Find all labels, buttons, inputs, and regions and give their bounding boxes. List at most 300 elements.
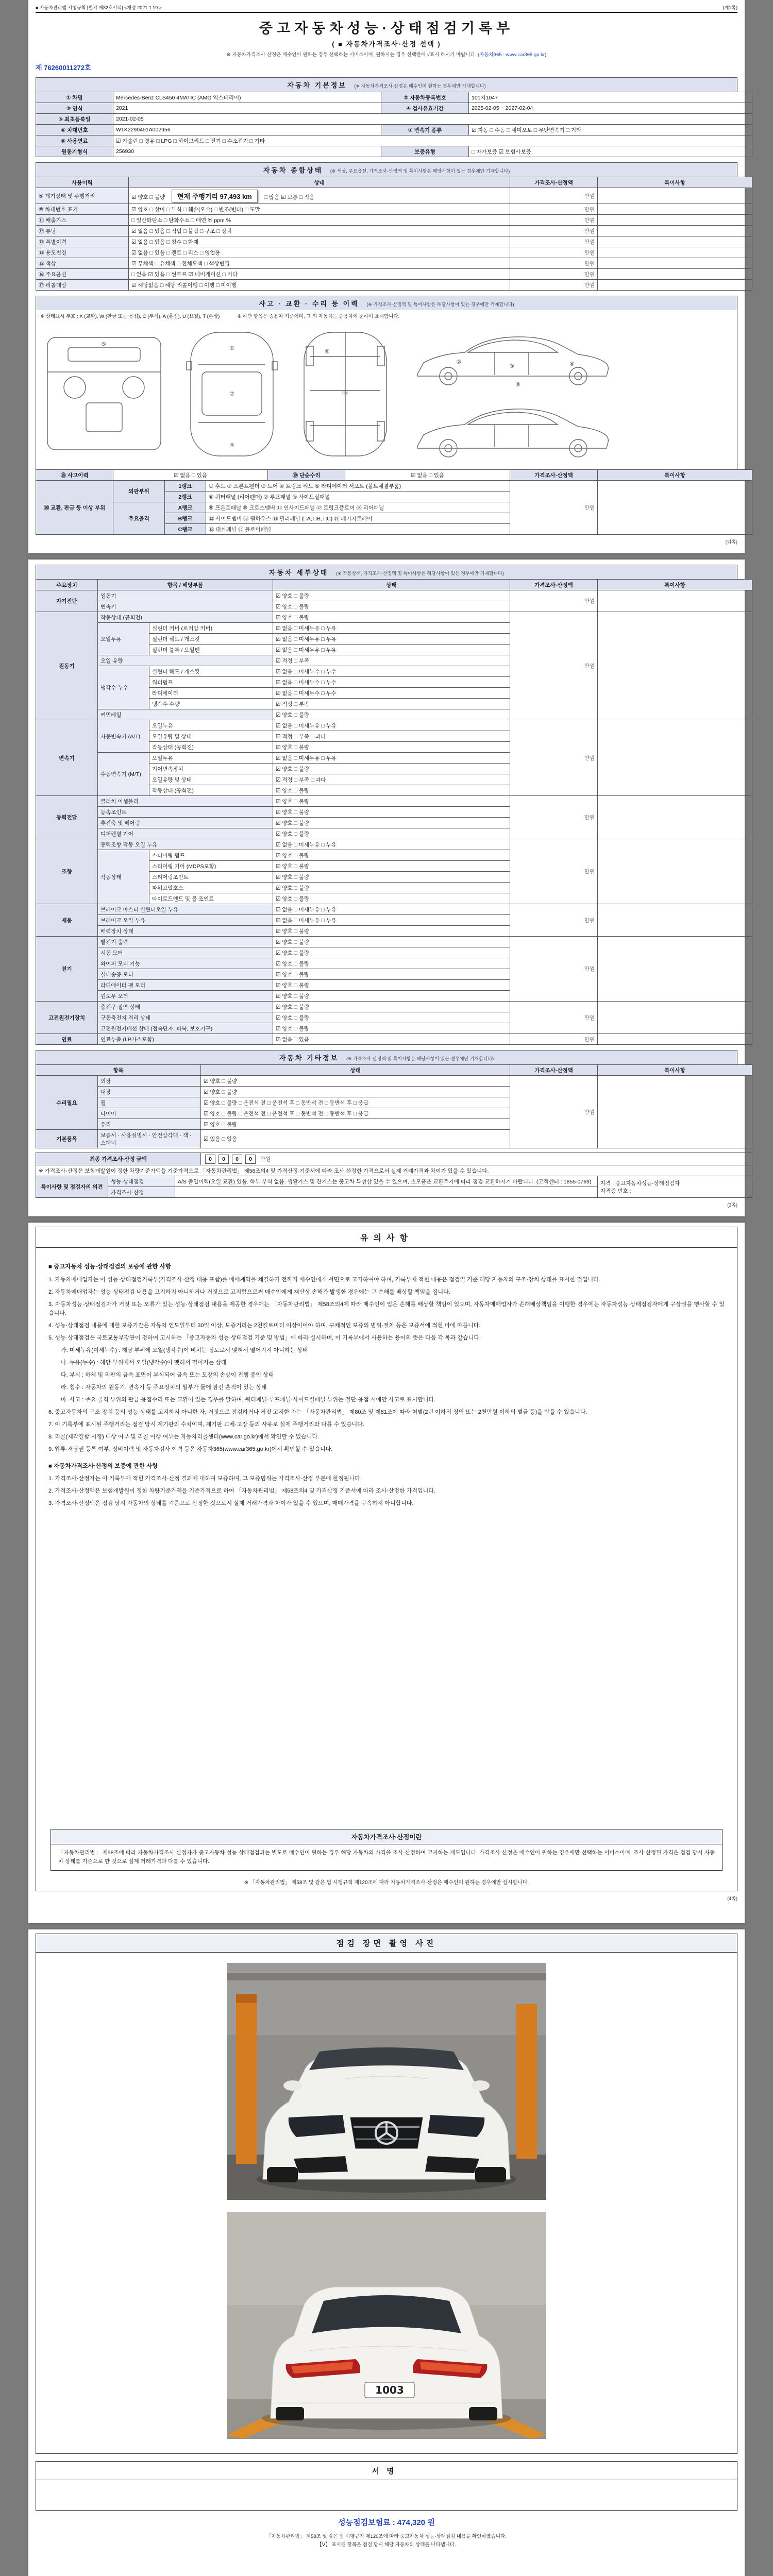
- notice-line: 3. 가격조사·산정액은 점검 당시 자동차의 상태를 기준으로 산정한 것으로서 실제 거래가격과 차이가 있을 수 있으며, 매매가격을 구속하지 아니합니다.: [48, 1500, 414, 1507]
- table-row: [36, 720, 752, 731]
- warranty-type: □ 자가보증 ☑ 보험사보증: [469, 146, 752, 157]
- table-row: [36, 280, 752, 291]
- document-note-link: (자동차365 : www.car365.go.kr): [478, 52, 547, 58]
- cell: [598, 720, 752, 796]
- cell: 내장: [98, 1087, 201, 1097]
- cell: 가격조사·산정: [108, 1187, 175, 1198]
- section-detail-note: (※ 작동상태, 가격조사·산정액 및 특이사항은 해당사항이 있는 경우에만 기재합니다): [336, 571, 505, 576]
- cell: 만원: [510, 226, 598, 236]
- cell: ☑ 없음 □ 미세누수 □ 누수: [273, 677, 510, 688]
- section-basic-note: (※ 자동차가격조사·산정은 매수인이 원하는 경우에만 기재합니다): [354, 83, 486, 89]
- cell: ☑ 양호 □ 불량 □ 운전석 전 □ 운전석 후 □ 동반석 전 □ 동반석 후 □ 응급: [201, 1108, 510, 1119]
- notice-line: 5. 성능·상태점검은 국토교통부장관이 정하여 고시하는 「중고자동차 성능·상태점검 기준 및 방법」에 따라 실시하며, 이 기록부에서 사용하는 용어의 뜻은 다음 각 목과 같습니다.: [48, 1335, 481, 1342]
- cell: 특이사항: [598, 470, 752, 481]
- cell: ☑ 양호 □ 불량: [273, 1012, 510, 1023]
- cell: [598, 188, 752, 204]
- cell: ☑ 없음 □ 미세누유 □ 누유: [273, 839, 510, 850]
- cell: 타이로드엔드 및 볼 조인트: [149, 893, 273, 904]
- table-row: [36, 904, 752, 915]
- table-row: [36, 612, 752, 623]
- cell: 실내송풍 모터: [98, 969, 273, 980]
- svg-text:②: ②: [456, 359, 461, 365]
- notice-line: 8. 리콜(제작결함 시정) 대상 여부 및 리콜 이행 여부는 자동차리콜센터(www.car.go.kr)에서 확인할 수 있습니다.: [48, 1434, 320, 1440]
- page-3: [28, 1223, 745, 1923]
- cell: [175, 1187, 598, 1198]
- cell: ☑ 양호 □ 불량: [273, 926, 510, 937]
- section-accident-note: (※ 가격조사·산정액 및 특이사항은 해당사항이 있는 경우에만 기재합니다): [366, 302, 514, 307]
- cell: 만원: [510, 904, 598, 937]
- cell: C랭크: [165, 524, 206, 535]
- cell: ☑ 양호 □ 불량: [273, 893, 510, 904]
- cell: ⑥ 차대번호: [36, 125, 113, 135]
- cell: 만원: [510, 1002, 598, 1034]
- cell: ☑ 없음 □ 있음 □ 적법 □ 불법 □ 구조 □ 장치: [129, 226, 510, 236]
- cell: 항목 / 해당부품: [98, 580, 273, 590]
- cell: ⑧ 사용연료: [36, 135, 113, 146]
- cell: 특이사항 및 점검자의 의견: [36, 1176, 108, 1198]
- signature-area: [36, 2480, 737, 2510]
- cell: 만원: [510, 236, 598, 247]
- cell: [598, 1002, 752, 1034]
- cell: [598, 215, 752, 226]
- cell: ⑦ 변속기 종류: [381, 125, 469, 135]
- section-title-overall: [36, 162, 737, 177]
- cell: 외판부위: [113, 481, 165, 502]
- cell: 제동: [36, 904, 98, 937]
- cell: ☑ 없음 □ 있음: [113, 470, 268, 481]
- cell: 라디에이터: [149, 688, 273, 699]
- cell: [598, 247, 752, 258]
- table-row: [36, 135, 752, 146]
- cell: 보증유형: [381, 146, 469, 157]
- cell: ☑ 양호 □ 불량: [273, 612, 510, 623]
- page4-footnotes: [36, 2533, 737, 2549]
- notice-line: 마. 사고 : 주요 골격 부위의 판금·용접수리 또는 교환이 있는 경우를 말하며, 쿼터패널·루프패널·사이드실패널 부위는 절단·용접 시에만 사고로 표시합니다.: [61, 1397, 436, 1403]
- cell: 주요골격: [113, 502, 165, 535]
- cell: 원동기: [98, 590, 273, 601]
- page1-marker: (뒤쪽): [725, 539, 737, 545]
- cell: 와이퍼 모터 기능: [98, 958, 273, 969]
- cell: 상태: [129, 177, 510, 188]
- cell: ☑ 양호 □ 불량: [273, 709, 510, 720]
- cell: 오일유량 및 상태: [149, 774, 273, 785]
- table-row: [36, 1065, 752, 1076]
- table-row: [36, 1034, 752, 1045]
- notice-line: 1. 가격조사·산정자는 이 기록부에 적힌 가격조사·산정 결과에 대하여 보증하며, 그 보증범위는 가격조사·산정 부분에 한정됩니다.: [48, 1476, 362, 1482]
- table-row: [36, 590, 752, 601]
- cell: [598, 796, 752, 839]
- car-diagram-svg: [36, 325, 738, 464]
- cell: 커먼레일: [98, 709, 273, 720]
- overall-condition-table: [36, 177, 752, 291]
- cell: 고전원전기장치: [36, 1002, 98, 1034]
- cell: ⑤ 최초등록일: [36, 114, 113, 125]
- lift-post-right: [516, 2004, 537, 2159]
- engine-type: 256930: [113, 146, 381, 157]
- notice-line: 9. 압류·저당권 등록 여부, 정비이력 및 자동차검사 이력 등은 자동차365(www.car365.go.kr)에서 확인할 수 있습니다.: [48, 1446, 333, 1453]
- price-definition-box: [51, 1829, 722, 1871]
- table-row: [36, 1076, 752, 1087]
- table-row: [36, 1153, 752, 1165]
- table-row: [36, 470, 752, 481]
- cell: 자기진단: [36, 590, 98, 612]
- page-1: [28, 0, 745, 553]
- cell: □ 없음 ☑ 있음 □ 썬루프 ☑ 네비게이션 □ 기타: [129, 269, 510, 280]
- section-overall-note: (※ 색상, 주요옵션, 가격조사·산정액 및 특이사항은 해당사항이 있는 경우에만 기재합니다): [330, 168, 510, 174]
- notices-box: [36, 1227, 737, 1891]
- cell: 2랭크: [165, 492, 206, 502]
- table-row: [36, 1165, 752, 1176]
- cell: 만원: [510, 481, 598, 535]
- cell: 실린더 헤드 / 개스킷: [149, 666, 273, 677]
- form-reference-bar: [36, 4, 737, 13]
- cell: ⑰ 리콜대상: [36, 280, 129, 291]
- cell: [598, 839, 752, 904]
- svg-text:④: ④: [229, 442, 234, 449]
- cell: 만원: [510, 247, 598, 258]
- notices-title: 유의사항: [36, 1227, 737, 1248]
- page-2: [28, 560, 745, 1216]
- cell: 만원: [510, 204, 598, 215]
- cell: 오일누유: [98, 623, 149, 655]
- cell: 기어변속장치: [149, 764, 273, 774]
- notice-line: 2. 자동차매매업자는 성능·상태점검 내용을 고지하지 아니하거나 거짓으로 고지함으로써 매수인에게 재산상 손해가 발생한 경우에는 그 손해를 배상할 책임을 집니다.: [48, 1289, 450, 1295]
- cell: 최종 가격조사·산정 금액: [36, 1153, 201, 1165]
- fuel-type: ☑ 가솔린 □ 경유 □ LPG □ 하이브리드 □ 전기 □ 수소전기 □ 기타: [113, 135, 752, 146]
- section-overall-label: 자동차 종합상태: [263, 166, 323, 174]
- cell: ⑨ 프론트패널 ⑩ 크로스멤버 ⑪ 인사이드패널 ⑰ 트렁크플로어 ⑱ 리어패널: [206, 502, 510, 513]
- document-number: 제 76260011272호: [36, 64, 91, 72]
- cell: ① 차명: [36, 92, 113, 103]
- section-basic-label: 자동차 기본정보: [287, 81, 347, 89]
- cell: ☑ 양호 □ 불량: [273, 947, 510, 958]
- cell-part: 자격증 번호 :: [600, 1188, 631, 1194]
- transmission-type: ☑ 자동 □ 수동 □ 세미오토 □ 무단변속기 □ 기타: [469, 125, 752, 135]
- cell-part: 0: [245, 1155, 256, 1164]
- cell: [598, 590, 752, 612]
- cell-part: 0: [219, 1155, 229, 1164]
- page-top-marker: (제1쪽): [722, 5, 737, 10]
- cell: 구동축전지 격리 상태: [98, 1012, 273, 1023]
- notice-line: ■ 자동차가격조사·산정의 보증에 관한 사항: [48, 1463, 158, 1469]
- photo-section-title: 점검 장면 촬영 사진: [36, 1934, 737, 1953]
- cell: 실린더 헤드 / 개스킷: [149, 634, 273, 645]
- cell: ☑ 양호 □ 불량: [273, 937, 510, 947]
- cell: 특이사항: [598, 177, 752, 188]
- cell: 가격조사·산정액: [510, 1065, 598, 1076]
- final-price-table: [36, 1153, 752, 1176]
- cell: ⑫ 튜닝: [36, 226, 129, 236]
- cell: 실린더 블록 / 오일팬: [149, 645, 273, 655]
- signature-section: [36, 2461, 737, 2511]
- inspector-opinion: A/S 출입이력(오일 교환) 있음. 하부 부식 없음. 생활기스 및 잔기스는 중고차 특성상 있을 수 있으며, 소모품은 교환주기에 따라 점검·교환하시기 바랍니다. (고객센터 : 1855-0769): [175, 1176, 598, 1187]
- section-title-basic: [36, 77, 737, 92]
- car-diagram-panel-numbers: [101, 341, 575, 449]
- section-detail-label: 자동차 세부상태: [268, 569, 329, 577]
- notice-line: 다. 부식 : 하체 및 외판의 금속 표면이 부식되어 금속 또는 도장의 손상이 진행 중인 상태: [61, 1372, 274, 1379]
- cell: 조향: [36, 839, 98, 904]
- cell: [598, 258, 752, 269]
- cell: ☑ 없음 □ 미세누유 □ 누유: [273, 634, 510, 645]
- legend-note: ※ 하단 항목은 승용차 기준이며, 그 외 자동차는 승용차에 준하여 표시합니다.: [237, 314, 400, 319]
- table-row: [36, 215, 752, 226]
- cell: 클러치 어셈블리: [98, 796, 273, 807]
- cell: ☑ 없음 □ 있음: [273, 1034, 510, 1045]
- opinion-table: [36, 1176, 752, 1198]
- cell: 연료누출 (LP가스포함): [98, 1034, 273, 1045]
- cell: 특이사항: [598, 1065, 752, 1076]
- legend-codes: ※ 상태표시 부호 : X (교환), W (판금 또는 용접), C (부식), A (흠집), U (요철), T (손상): [40, 314, 220, 319]
- cell: 실린더 커버 (로커암 커버): [149, 623, 273, 634]
- cell: ⑮ 대쉬패널 ⑯ 플로어패널: [206, 524, 510, 535]
- cell: 발전기 출력: [98, 937, 273, 947]
- car-diagram-side-left: [417, 337, 608, 385]
- basic-info-table: [36, 92, 752, 157]
- svg-text:①: ①: [229, 345, 234, 352]
- table-row: [36, 114, 752, 125]
- table-row: [36, 125, 752, 135]
- table-row: [36, 103, 752, 114]
- cell: 오일유량 및 상태: [149, 731, 273, 742]
- cell-part: 만원: [260, 1156, 271, 1162]
- notice-line: ■ 중고자동차 성능·상태점검의 보증에 관한 사항: [48, 1264, 171, 1270]
- table-row: [36, 226, 752, 236]
- cell: 추진축 및 베어링: [98, 818, 273, 828]
- cell: ☑ 해당없음 □ 해당 리콜이행 □ 이행 □ 미이행: [129, 280, 510, 291]
- svg-text:③: ③: [509, 363, 514, 369]
- cell: 만원: [510, 188, 598, 204]
- cell: 디퍼렌셜 기어: [98, 828, 273, 839]
- cell: 냉각수 누수: [98, 666, 149, 709]
- cell: 오일 유량: [98, 655, 273, 666]
- cell: 충전구 절연 상태: [98, 1002, 273, 1012]
- document-note: [36, 50, 737, 58]
- cell: ⑲ 단순수리: [268, 470, 345, 481]
- cell: ☑ 양호 □ 불량: [273, 958, 510, 969]
- cell: 보증서 · 사용설명서 · 안전삼각대 · 잭 · 스패너: [98, 1130, 201, 1148]
- cell: B랭크: [165, 513, 206, 524]
- lift-post-left: [236, 1994, 257, 2164]
- cell: ☑ 양호 □ 불량: [273, 850, 510, 861]
- cell: ☑ 없음 □ 미세누수 □ 누수: [273, 688, 510, 699]
- cell: [598, 481, 752, 535]
- signature-title: 서명: [36, 2462, 737, 2480]
- cell: ※ 가격조사·산정은 보험개발원이 정한 차량기준가액을 기준가격으로 「자동차관리법」 제58조의4 및 가격산정 기준서에 따라 조사·산정한 가격으로서 실제 거래가격과 차이가 있을 수 있습니다.: [36, 1165, 752, 1176]
- cell: [598, 236, 752, 247]
- cell: 타이어: [98, 1108, 201, 1119]
- etc-info-table: [36, 1064, 752, 1148]
- inspection-period: 2025-02-05 ~ 2027-02-04: [469, 103, 752, 114]
- cell: 전기: [36, 937, 98, 1002]
- cell: ③ 연식: [36, 103, 113, 114]
- cell: 스티어링 펌프: [149, 850, 273, 861]
- cell: ⑮ 색상: [36, 258, 129, 269]
- car-diagram-side-right: [417, 409, 608, 457]
- table-row: [36, 177, 752, 188]
- plate-number: 101저1047: [469, 92, 752, 103]
- cell: ☑ 적정 □ 부족: [273, 699, 510, 709]
- cell: ☑ 양호 □ 상이 □ 부식 □ 훼손(오손) □ 변조(변타) □ 도말: [129, 204, 510, 215]
- table-row: [36, 1176, 752, 1187]
- section-title-accident: [36, 296, 737, 310]
- cell: 시동 모터: [98, 947, 273, 958]
- accident-status-table: [36, 469, 752, 481]
- cell: ☑ 양호 □ 불량: [273, 1002, 510, 1012]
- cell: ☑ 양호 □ 불량: [273, 828, 510, 839]
- cell: ④ 검사유효기간: [381, 103, 469, 114]
- cell: 스티어링 기어 (MDPS포함): [149, 861, 273, 872]
- svg-text:⑧: ⑧: [515, 381, 520, 388]
- section-accident-label: 사고 · 교환 · 수리 등 이력: [259, 300, 359, 308]
- cell: ⑩ 차대번호 표기: [36, 204, 129, 215]
- table-row: [36, 580, 752, 590]
- table-row: [36, 481, 752, 492]
- cell-part: □ 많음 ☑ 보통 □ 적음: [262, 194, 315, 200]
- cell: 워터펌프: [149, 677, 273, 688]
- section-title-detail: [36, 565, 737, 579]
- cell: ☑ 양호 □ 불량: [273, 883, 510, 893]
- cell: ⑳ 교환, 판금 등 이상 부위: [36, 481, 113, 535]
- cell: 등속조인트: [98, 807, 273, 818]
- cell: 만원: [510, 269, 598, 280]
- cell: 변속기: [98, 601, 273, 612]
- table-row: [36, 247, 752, 258]
- cell: 상태: [201, 1065, 510, 1076]
- cell: [598, 226, 752, 236]
- cell: [598, 1076, 752, 1148]
- table-row: [36, 236, 752, 247]
- cell: ① 후드 ② 프론트펜더 ③ 도어 ④ 트렁크 리드 ⑤ 라디에이터 서포트 (볼트체결부품): [206, 481, 510, 492]
- svg-text:⑦: ⑦: [229, 391, 234, 397]
- cell: 주요장치: [36, 580, 98, 590]
- cell: ☑ 없음 □ 미세누수 □ 누수: [273, 666, 510, 677]
- cell: 만원: [510, 720, 598, 796]
- cell: A랭크: [165, 502, 206, 513]
- photo-list: [36, 1953, 737, 2453]
- notice-line: 3. 자동차성능·상태점검자가 거짓 또는 오류가 있는 성능·상태점검 내용을 제공한 경우에는 「자동차관리법」 제58조의4에 따라 매수인이 입은 손해를 배상할 책임이 있으며, 자동차매매업자가 손해배상책임을 이행한 경우에는 자동차성능·상태점검자에게 구상권을 행사할 수 있습니다.: [48, 1301, 725, 1316]
- notices-footnote: ※ 「자동차관리법」 제58조 및 같은 법 시행규칙 제120조에 따라 자동차가격조사·산정은 매수인이 원하는 경우에만 실시합니다.: [244, 1880, 529, 1886]
- cell: 동력조향 작동 오일 누유: [98, 839, 273, 850]
- cell: 만원: [510, 215, 598, 226]
- svg-text:⑤: ⑤: [101, 341, 106, 348]
- notice-line: 라. 침수 : 자동차의 원동기, 변속기 등 주요장치의 일부가 물에 잠긴 흔적이 있는 상태: [61, 1384, 267, 1391]
- cell: 원동기: [36, 612, 98, 720]
- cell: 자동변속기 (A/T): [98, 720, 149, 753]
- cell: ☑ 적정 □ 부족: [273, 655, 510, 666]
- price-definition-title: 자동차가격조사·산정이란: [51, 1829, 722, 1844]
- cell: 만원: [510, 1076, 598, 1148]
- cell: [598, 1034, 752, 1045]
- cell: ☑ 적정 □ 부족 □ 과다: [273, 774, 510, 785]
- cell: ⑭ 용도변경: [36, 247, 129, 258]
- cell: 파워고압호스: [149, 883, 273, 893]
- cell: 변속기: [36, 720, 98, 796]
- photo-front: [227, 1963, 546, 2200]
- cell: 기본품목: [36, 1130, 98, 1148]
- cell: 가격조사·산정액: [510, 580, 598, 590]
- cell: [598, 269, 752, 280]
- cell: 작동상태: [98, 850, 149, 904]
- table-row: [36, 1002, 752, 1012]
- cell: [598, 280, 752, 291]
- cell: [598, 204, 752, 215]
- final-price-value: [201, 1153, 752, 1165]
- cell: 항목: [36, 1065, 201, 1076]
- document-subtitle: ( ■ 자동차가격조사·산정 선택 ): [332, 40, 441, 48]
- cell: ☑ 양호 □ 불량: [273, 991, 510, 1002]
- odometer-value: 현재 주행거리 97,493 km: [172, 190, 258, 202]
- table-row: [36, 839, 752, 850]
- first-registration-date: 2021-02-05: [113, 114, 752, 125]
- price-definition-body: 「자동차관리법」 제58조에 따라 자동차가격조사·산정자가 중고자동차 성능·상태점검과는 별도로 매수인이 원하는 경우 해당 자동차의 가격을 조사·산정하여 고지하는 제도입니다. 가격조사·산정은 매수인이 원하는 경우에만 선택하는 서비스이며, 조사·산정된 가격은 점검 당시 자동차 상태를 기준으로 한 것으로 실제 거래가격과 다를 수 있습니다.: [58, 1850, 715, 1865]
- cell: ② 자동차등록번호: [381, 92, 469, 103]
- cell: 배력장치 상태: [98, 926, 273, 937]
- notice-line: 4. 성능·상태점검 내용에 대한 보증기간은 자동차 인도일부터 30일 이상, 보증거리는 2천킬로미터 이상이어야 하며, 구체적인 보증의 범위·절차 등은 보증서에 적힌 바에 따릅니다.: [48, 1323, 481, 1329]
- cell-part: 0: [205, 1155, 215, 1164]
- cell: [598, 1176, 752, 1198]
- cell: ☑ 양호 □ 불량: [273, 872, 510, 883]
- cell: ☑ 무채색 □ 유채색 □ 전체도색 □ 색상변경: [129, 258, 510, 269]
- bodywork-table: [36, 480, 752, 535]
- cell: 브레이크 오일 누유: [98, 915, 273, 926]
- accident-legend: [36, 310, 737, 321]
- cell: 만원: [510, 280, 598, 291]
- cell: 라디에이터 팬 모터: [98, 980, 273, 991]
- cell: ☑ 없음 □ 미세누유 □ 누유: [273, 753, 510, 764]
- cell-part: 자격 : 중고자동차성능·상태점검자: [600, 1180, 680, 1187]
- document-note-text: ※ 자동차가격조사·산정은 매수인이 원하는 경우 선택하는 서비스이며, 원하시는 경우 선택란에 √표시 하시기 바랍니다.: [226, 52, 477, 58]
- notices-body: [36, 1248, 737, 1823]
- section-etc-note: (※ 가격조사·산정액 및 특이사항은 해당사항이 있는 경우에만 기재합니다): [346, 1056, 494, 1061]
- page3-marker: (4쪽): [727, 1896, 737, 1901]
- cell: [598, 612, 752, 720]
- cell: ⑥ 쿼터패널 (리어펜더) ⑦ 루프패널 ⑧ 사이드실패널: [206, 492, 510, 502]
- cell: 만원: [510, 796, 598, 839]
- page-4: [28, 1929, 745, 2576]
- cell: ☑ 양호 □ 불량: [273, 742, 510, 753]
- cell: ☑ 양호 □ 불량: [201, 1076, 510, 1087]
- form-reference: ■ 자동차관리법 시행규칙 [별지 제82호서식] <개정 2021.1.19.>: [36, 5, 162, 10]
- cell: ☑ 양호 □ 불량: [273, 796, 510, 807]
- cell: 1랭크: [165, 481, 206, 492]
- cell: ☑ 있음 □ 없음: [201, 1130, 510, 1148]
- footnote-line-2: 【Ⅴ】 표시된 항목은 점검 당시 해당 자동차의 상태를 나타냅니다.: [317, 2542, 456, 2548]
- cell: ⑪ 배출가스: [36, 215, 129, 226]
- cell: 성능·상태점검: [108, 1176, 175, 1187]
- table-row: [36, 92, 752, 103]
- cell: 작동상태 (공회전): [149, 742, 273, 753]
- document-title: 중고자동차성능·상태점검기록부: [259, 21, 514, 36]
- cell-part: 0: [232, 1155, 242, 1164]
- cell: 만원: [510, 612, 598, 720]
- notice-line: 7. 이 기록부에 표시된 주행거리는 점검 당시 계기판의 수치이며, 계기판 교체·고장 등의 사유로 실제 주행거리와 다를 수 있습니다.: [48, 1421, 364, 1428]
- notice-line: 나. 누유(누수) : 해당 부위에서 오일(냉각수)이 맺혀서 떨어지는 상태: [61, 1360, 227, 1366]
- cell: 원동기형식: [36, 146, 113, 157]
- cell: ☑ 없음 □ 미세누유 □ 누유: [273, 720, 510, 731]
- cell: ☑ 양호 □ 불량: [273, 980, 510, 991]
- cell: ⑱ 사고이력: [36, 470, 113, 481]
- cell: ⑬ 특별이력: [36, 236, 129, 247]
- cell: 가격조사·산정액: [510, 470, 598, 481]
- cell: ☑ 적정 □ 부족 □ 과다: [273, 731, 510, 742]
- cell: 브레이크 마스터 실린더오일 누유: [98, 904, 273, 915]
- cell: ☑ 양호 □ 불량: [273, 785, 510, 796]
- cell: ☑ 양호 □ 불량: [273, 764, 510, 774]
- cell: ☑ 양호 □ 불량: [273, 807, 510, 818]
- table-row: [36, 937, 752, 947]
- cell: ☑ 없음 □ 미세누유 □ 누유: [273, 645, 510, 655]
- model-year: 2021: [113, 103, 381, 114]
